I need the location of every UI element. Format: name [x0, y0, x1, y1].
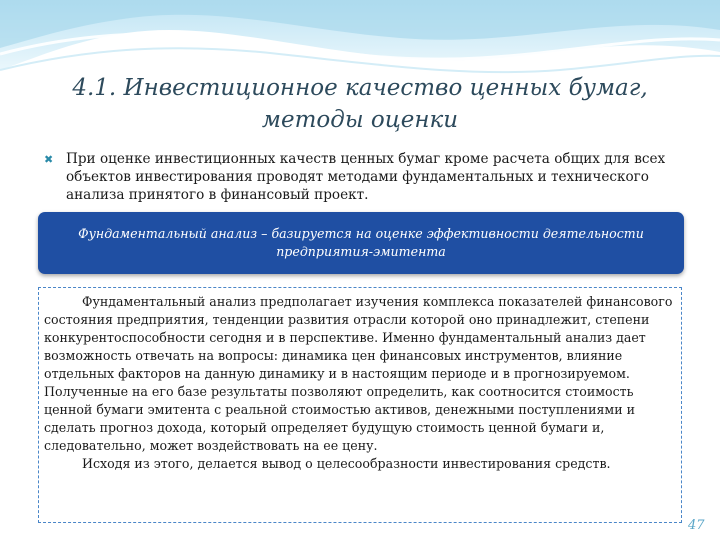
bullet-text: При оценке инвестиционных качеств ценных бумаг кроме расчета общих для всех объектов инвестирования проводят методами фундаментальных и технического анализа принятого в финансовый проект. [66, 151, 666, 203]
definition-line-1: Фундаментальный анализ – базируется на оценке эффективности деятельности [78, 226, 644, 241]
bullet-x-icon: ✖ [44, 153, 54, 166]
page-number: 47 [688, 518, 705, 533]
slide-title-line-2: методы оценки [261, 107, 459, 133]
definition-line-2: предприятия-эмитента [276, 244, 446, 259]
slide-title-line-1: 4.1. Инвестиционное качество ценных бумаг, [72, 75, 648, 101]
details-box [38, 287, 682, 523]
details-text [44, 293, 678, 473]
details-paragraph-1: Фундаментальный анализ предполагает изучения комплекса показателей финансового состояния предприятия, тенденции развития отрасли которой оно принадлежит, степени конкурентоспособности сегодня и в перспективе. Именно фундаментальный анализ дает возможность отвечать на вопросы: динамика цен финансовых инструментов, влияние отдельных факторов на данную динамику и в настоящим периоде и в прогнозируемом. Полученные на его базе результаты позволяют определить, как соотносится стоимость ценной бумаги эмитента с реальной стоимостью активов, денежными поступлениями и сделать прогноз дохода, который определяет будущую стоимость ценной бумаги и, следовательно, может воздействовать на ее цену. [44, 294, 673, 453]
definition-text [48, 225, 674, 261]
slide-title [40, 72, 680, 136]
details-paragraph-2: Исходя из этого, делается вывод о целесообразности инвестирования средств. [82, 456, 611, 471]
definition-highlight-box [38, 212, 684, 274]
